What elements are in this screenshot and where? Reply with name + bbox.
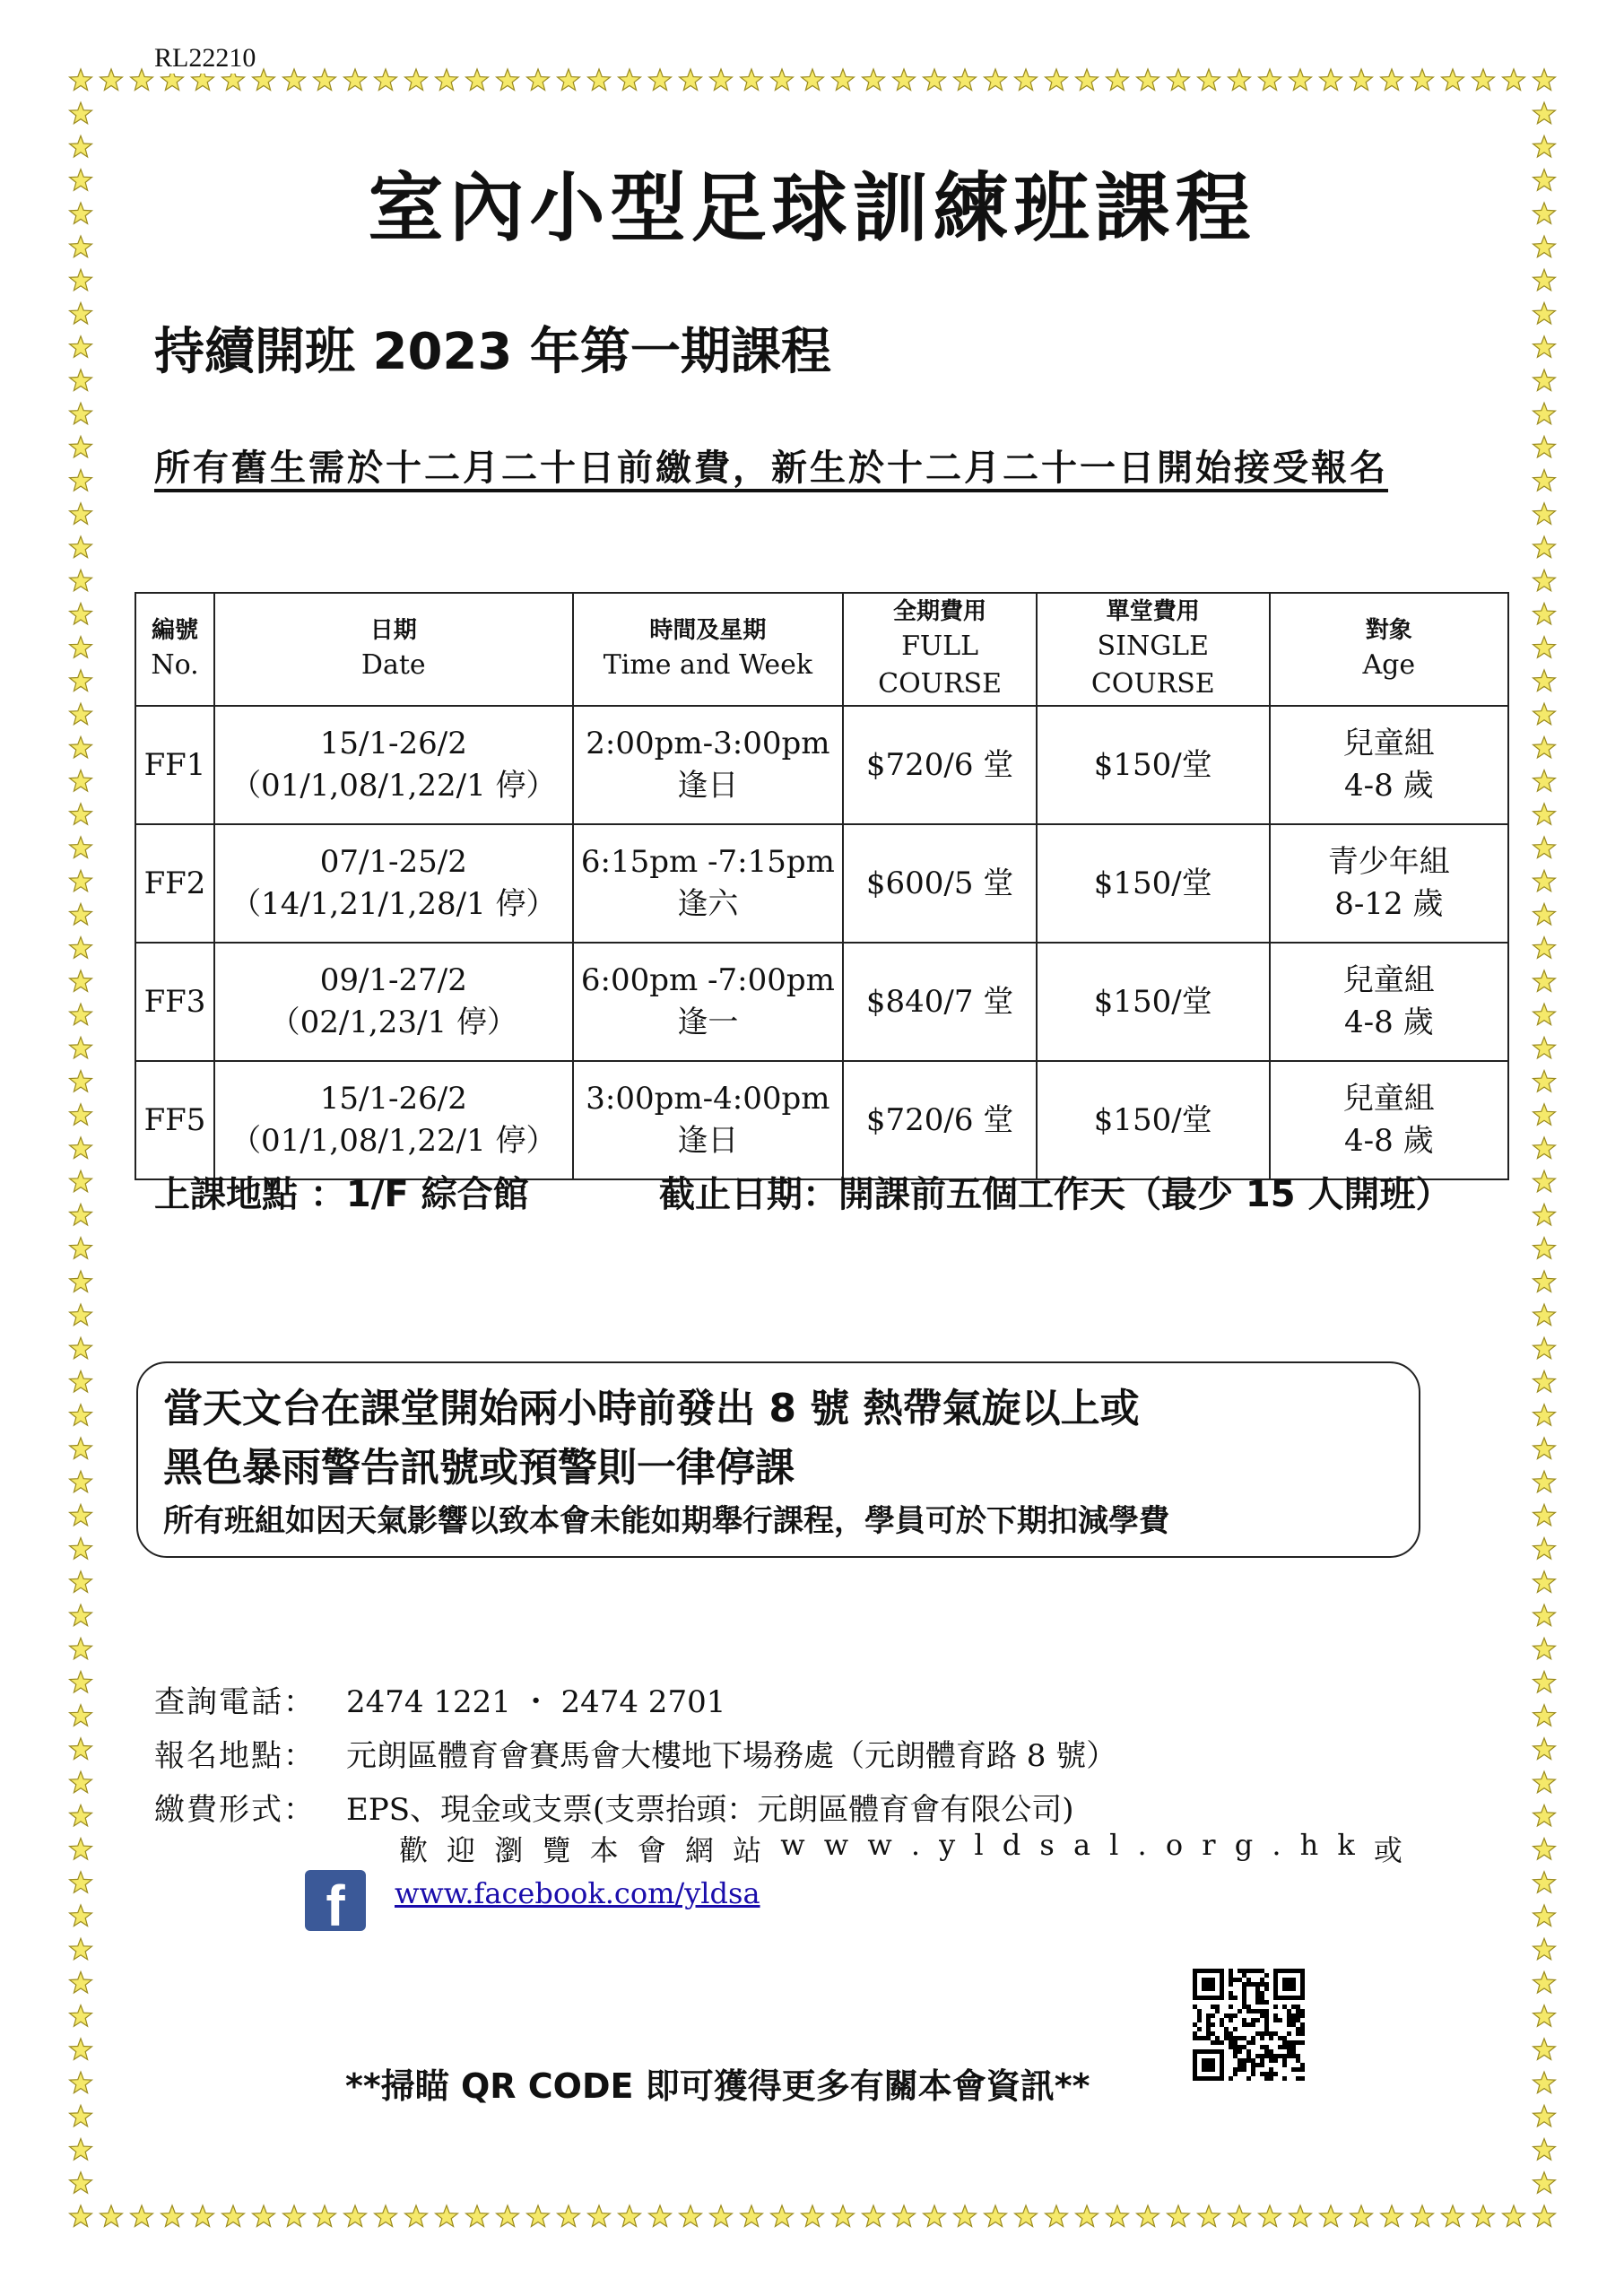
star-icon (70, 770, 92, 792)
cell-age: 青少年組 8-12 歲 (1270, 824, 1508, 943)
table-row (135, 824, 1508, 943)
cell-full-fee: $720/6 堂 (843, 1061, 1037, 1179)
star-icon (1533, 370, 1556, 391)
star-icon (1350, 2205, 1373, 2227)
star-icon (70, 2205, 92, 2227)
star-icon (222, 2205, 245, 2227)
star-icon (1168, 69, 1190, 91)
star-icon (161, 2205, 184, 2227)
star-icon (954, 69, 977, 91)
star-icon (1533, 303, 1556, 325)
star-icon (466, 2205, 489, 2227)
header-age: 對象 Age (1270, 593, 1508, 706)
star-icon (70, 1938, 92, 1960)
welcome-char: d (1002, 1828, 1027, 1862)
cell-full-fee: $720/6 堂 (843, 706, 1037, 824)
star-icon (1381, 69, 1403, 91)
star-icon (1381, 2205, 1403, 2227)
venue-label: 報名地點： (154, 1738, 316, 1774)
star-icon (497, 2205, 519, 2227)
cell-date: 15/1-26/2 （01/1,08/1,22/1 停） (214, 1061, 573, 1179)
star-icon (1533, 703, 1556, 725)
star-icon (954, 2205, 977, 2227)
star-icon (70, 1371, 92, 1393)
table-row (135, 943, 1508, 1061)
cell-no: FF2 (135, 824, 214, 943)
star-icon (680, 69, 702, 91)
star-icon (70, 2105, 92, 2126)
star-icon (70, 102, 92, 124)
star-icon (436, 2205, 458, 2227)
registration-deadline: 截止日期：開課前五個工作天（最少 15 人開班） (659, 1174, 1452, 1215)
star-icon (70, 1571, 92, 1593)
cell-age: 兒童組 4-8 歲 (1270, 943, 1508, 1061)
star-icon (314, 2205, 336, 2227)
star-icon (70, 1738, 92, 1760)
info-phone (154, 1677, 725, 1721)
welcome-char: 站 (733, 1833, 768, 1867)
star-icon (741, 69, 763, 91)
star-icon (1533, 1938, 1556, 1960)
phone-value: 2474 1221 ・ 2474 2701 (346, 1684, 726, 1720)
star-icon (1472, 69, 1495, 91)
qr-caption: **掃瞄 QR CODE 即可獲得更多有關本會資訊** (345, 2066, 1090, 2106)
star-icon (1533, 1371, 1556, 1393)
weather-warning-box (136, 1361, 1420, 1558)
star-icon (131, 69, 153, 91)
star-icon (1533, 736, 1556, 758)
star-icon (1533, 269, 1556, 291)
cell-date: 09/1-27/2 （02/1,23/1 停） (214, 943, 573, 1061)
table-row (135, 706, 1508, 824)
payment-value: EPS、現金或支票(支票抬頭：元朗區體育會有限公司) (346, 1792, 1074, 1828)
star-icon (314, 69, 336, 91)
star-icon (680, 2205, 702, 2227)
star-icon (832, 2205, 855, 2227)
star-icon (1259, 2205, 1281, 2227)
star-icon (70, 1238, 92, 1259)
star-icon (649, 2205, 672, 2227)
welcome-char: w (867, 1828, 898, 1862)
star-icon (100, 69, 123, 91)
cell-age: 兒童組 4-8 歲 (1270, 706, 1508, 824)
star-icon (1533, 637, 1556, 658)
registration-notice: 所有舊生需於十二月二十日前繳費，新生於十二月二十一日開始接受報名 (154, 448, 1388, 489)
venue-value: 元朗區體育會賽馬會大樓地下場務處（元朗體育路 8 號） (346, 1738, 1117, 1774)
star-icon (1320, 69, 1342, 91)
star-icon (1533, 1137, 1556, 1159)
star-icon (1320, 2205, 1342, 2227)
star-icon (1533, 604, 1556, 625)
star-icon (1533, 1204, 1556, 1225)
star-icon (1533, 1972, 1556, 1994)
star-icon (1533, 670, 1556, 691)
welcome-char: 會 (637, 1833, 672, 1867)
star-icon (1533, 1705, 1556, 1726)
star-icon (710, 2205, 733, 2227)
welcome-char: 或 (1373, 1833, 1408, 1867)
star-icon (70, 536, 92, 558)
star-icon (863, 69, 885, 91)
payment-label: 繳費形式： (154, 1792, 316, 1828)
star-icon (527, 69, 550, 91)
star-icon (1198, 69, 1220, 91)
star-icon (1442, 69, 1464, 91)
star-icon (344, 69, 367, 91)
welcome-char: . (1137, 1828, 1152, 1862)
star-icon (1533, 770, 1556, 792)
page-title: 室內小型足球訓練班課程 (368, 164, 1256, 252)
star-icon (1259, 69, 1281, 91)
page-subtitle: 持續開班 2023 年第一期課程 (154, 323, 831, 381)
star-icon (1533, 2039, 1556, 2060)
star-icon (70, 1471, 92, 1492)
cell-full-fee: $600/5 堂 (843, 824, 1037, 943)
star-icon (70, 1605, 92, 1626)
star-icon (1533, 2072, 1556, 2093)
star-icon (1533, 804, 1556, 825)
star-icon (1350, 69, 1373, 91)
star-icon (1168, 2205, 1190, 2227)
cell-time: 3:00pm-4:00pm 逢日 (573, 1061, 844, 1179)
star-icon (1229, 2205, 1251, 2227)
star-icon (1503, 69, 1525, 91)
star-icon (649, 69, 672, 91)
cell-no: FF1 (135, 706, 214, 824)
star-icon (70, 937, 92, 959)
star-icon (1533, 2105, 1556, 2126)
star-icon (70, 2139, 92, 2161)
star-icon (1533, 503, 1556, 525)
star-icon (1533, 336, 1556, 358)
cell-single-fee: $150/堂 (1037, 706, 1270, 824)
star-icon (771, 2205, 794, 2227)
star-icon (497, 69, 519, 91)
star-icon (588, 69, 611, 91)
star-icon (70, 804, 92, 825)
star-icon (1533, 1037, 1556, 1058)
star-icon (100, 2205, 123, 2227)
welcome-char: l (1109, 1828, 1125, 1862)
star-icon (1411, 69, 1434, 91)
star-icon (1015, 2205, 1038, 2227)
star-icon (283, 69, 306, 91)
star-icon (985, 2205, 1007, 2227)
star-icon (558, 2205, 580, 2227)
star-icon (1533, 1170, 1556, 1192)
star-icon (70, 1839, 92, 1860)
star-icon (70, 570, 92, 591)
star-icon (70, 1004, 92, 1025)
star-icon (1046, 69, 1068, 91)
cell-full-fee: $840/7 堂 (843, 943, 1037, 1061)
star-icon (70, 703, 92, 725)
star-icon (1533, 1271, 1556, 1292)
header-no: 編號 No. (135, 593, 214, 706)
star-icon (1015, 69, 1038, 91)
star-icon (1533, 470, 1556, 491)
star-icon (1290, 69, 1312, 91)
star-icon (1411, 2205, 1434, 2227)
star-icon (558, 69, 580, 91)
welcome-char: h (1299, 1828, 1324, 1862)
star-icon (1533, 102, 1556, 124)
welcome-char: a (1073, 1828, 1097, 1862)
star-icon (70, 1771, 92, 1793)
star-icon (70, 1972, 92, 1994)
star-icon (1533, 937, 1556, 959)
cell-no: FF3 (135, 943, 214, 1061)
star-icon (1076, 69, 1099, 91)
star-icon (70, 1071, 92, 1092)
star-icon (70, 1805, 92, 1826)
class-location: 上課地點 ：1/F 綜合館 (154, 1174, 529, 1215)
star-icon (70, 837, 92, 858)
cell-single-fee: $150/堂 (1037, 943, 1270, 1061)
welcome-char: o (1165, 1828, 1189, 1862)
star-icon (619, 69, 641, 91)
star-icon (70, 2039, 92, 2060)
star-icon (1503, 2205, 1525, 2227)
star-icon (70, 303, 92, 325)
cell-time: 6:15pm -7:15pm 逢六 (573, 824, 844, 943)
star-icon (70, 1137, 92, 1159)
star-icon (70, 2005, 92, 2027)
cell-single-fee: $150/堂 (1037, 824, 1270, 943)
star-icon (1107, 2205, 1129, 2227)
star-icon (70, 1304, 92, 1326)
cell-date: 15/1-26/2 （01/1,08/1,22/1 停） (214, 706, 573, 824)
star-icon (405, 69, 428, 91)
star-icon (1533, 904, 1556, 926)
star-icon (70, 870, 92, 891)
star-icon (588, 2205, 611, 2227)
star-icon (619, 2205, 641, 2227)
star-icon (344, 2205, 367, 2227)
star-icon (70, 1170, 92, 1192)
cell-date: 07/1-25/2 （14/1,21/1,28/1 停） (214, 824, 573, 943)
warning-line-3: 所有班組如因天氣影響以致本會未能如期舉行課程，學員可於下期扣減學費 (163, 1503, 1169, 1539)
info-payment (154, 1785, 1074, 1829)
welcome-char: 瀏 (494, 1833, 529, 1867)
star-icon (70, 2172, 92, 2194)
header-date: 日期 Date (214, 593, 573, 706)
welcome-char: y (939, 1828, 961, 1862)
star-icon (1533, 837, 1556, 858)
qr-code-icon (1193, 1969, 1305, 2081)
star-icon (1533, 1337, 1556, 1359)
table-row (135, 1061, 1508, 1179)
star-icon (70, 2072, 92, 2093)
phone-label: 查詢電話： (154, 1684, 316, 1720)
star-icon (70, 503, 92, 525)
star-icon (283, 2205, 306, 2227)
star-icon (70, 1705, 92, 1726)
star-icon (1533, 2205, 1556, 2227)
star-icon (70, 269, 92, 291)
cell-age: 兒童組 4-8 歲 (1270, 1061, 1508, 1179)
star-icon (70, 1204, 92, 1225)
star-icon (405, 2205, 428, 2227)
star-icon (1533, 1872, 1556, 1893)
star-icon (70, 1672, 92, 1693)
star-icon (1533, 536, 1556, 558)
star-icon (893, 69, 916, 91)
star-icon (70, 1337, 92, 1359)
star-icon (527, 2205, 550, 2227)
star-icon (1198, 2205, 1220, 2227)
star-icon (1533, 403, 1556, 424)
star-icon (70, 336, 92, 358)
star-icon (1533, 1771, 1556, 1793)
star-icon (70, 69, 92, 91)
star-icon (741, 2205, 763, 2227)
star-icon (131, 2205, 153, 2227)
star-icon (70, 1872, 92, 1893)
table-header-row (135, 593, 1508, 706)
star-icon (1533, 1605, 1556, 1626)
star-icon (1533, 570, 1556, 591)
star-icon (70, 1504, 92, 1526)
star-icon (70, 904, 92, 926)
star-icon (1137, 2205, 1159, 2227)
welcome-char: l (974, 1828, 989, 1862)
cell-single-fee: $150/堂 (1037, 1061, 1270, 1179)
star-icon (1533, 2005, 1556, 2027)
star-icon (70, 1037, 92, 1058)
star-icon (70, 1638, 92, 1659)
star-icon (70, 1438, 92, 1459)
star-icon (832, 69, 855, 91)
welcome-char: 本 (589, 1833, 624, 1867)
star-icon (1533, 2172, 1556, 2194)
welcome-char: . (910, 1828, 926, 1862)
header-single-course: 單堂費用 SINGLE COURSE (1037, 593, 1270, 706)
star-icon (375, 2205, 397, 2227)
star-icon (1533, 1438, 1556, 1459)
star-icon (1229, 69, 1251, 91)
star-icon (70, 1405, 92, 1426)
star-icon (1533, 2139, 1556, 2161)
star-icon (1533, 970, 1556, 992)
cell-time: 2:00pm-3:00pm 逢日 (573, 706, 844, 824)
star-icon (70, 436, 92, 457)
star-icon (1107, 69, 1129, 91)
welcome-char: k (1337, 1828, 1360, 1862)
star-icon (1533, 870, 1556, 891)
star-icon (1533, 1538, 1556, 1560)
welcome-char: 迎 (447, 1833, 482, 1867)
star-icon (70, 1104, 92, 1126)
star-icon (924, 2205, 946, 2227)
star-icon (1533, 1104, 1556, 1126)
header-full-course: 全期費用 FULL COURSE (843, 593, 1037, 706)
schedule-table (135, 592, 1509, 1180)
star-icon (466, 69, 489, 91)
star-icon (70, 403, 92, 424)
star-icon (70, 637, 92, 658)
welcome-char: 網 (684, 1833, 719, 1867)
warning-line-1: 當天文台在課堂開始兩小時前發出 8 號 熱帶氣旋以上或 (163, 1386, 1140, 1431)
star-icon (70, 370, 92, 391)
welcome-char: s (1039, 1828, 1060, 1862)
cell-no: FF5 (135, 1061, 214, 1179)
star-icon (1533, 1405, 1556, 1426)
star-icon (1533, 1672, 1556, 1693)
star-icon (1442, 2205, 1464, 2227)
star-icon (70, 1905, 92, 1926)
star-icon (802, 69, 824, 91)
website-welcome (399, 1828, 1408, 1869)
star-icon (771, 69, 794, 91)
star-icon (1533, 1071, 1556, 1092)
info-venue (154, 1731, 1116, 1775)
star-icon (1137, 69, 1159, 91)
welcome-char: g (1234, 1828, 1259, 1862)
star-icon (1472, 2205, 1495, 2227)
star-icon (70, 970, 92, 992)
star-icon (1533, 1638, 1556, 1659)
cell-time: 6:00pm -7:00pm 逢一 (573, 943, 844, 1061)
star-icon (70, 604, 92, 625)
star-icon (1533, 1304, 1556, 1326)
star-icon (1533, 1905, 1556, 1926)
star-icon (375, 69, 397, 91)
star-icon (1533, 1238, 1556, 1259)
welcome-char: 覽 (542, 1833, 577, 1867)
reference-code: RL22210 (151, 43, 259, 74)
star-icon (863, 2205, 885, 2227)
star-icon (436, 69, 458, 91)
welcome-char: r (1202, 1828, 1221, 1862)
star-icon (1533, 1004, 1556, 1025)
star-icon (1046, 2205, 1068, 2227)
star-icon (70, 670, 92, 691)
star-icon (192, 2205, 214, 2227)
star-icon (1533, 1471, 1556, 1492)
star-icon (924, 69, 946, 91)
star-icon (70, 1538, 92, 1560)
star-icon (1533, 69, 1556, 91)
star-icon (70, 1271, 92, 1292)
star-icon (710, 69, 733, 91)
facebook-icon[interactable]: f (305, 1870, 366, 1931)
welcome-char: w (823, 1828, 855, 1862)
star-icon (70, 736, 92, 758)
star-icon (1290, 2205, 1312, 2227)
header-time: 時間及星期 Time and Week (573, 593, 844, 706)
welcome-char: w (780, 1828, 811, 1862)
warning-line-2: 黑色暴雨警告訊號或預警則一律停課 (163, 1445, 795, 1491)
star-icon (1533, 1571, 1556, 1593)
star-icon (1533, 1738, 1556, 1760)
star-icon (802, 2205, 824, 2227)
star-icon (1533, 1805, 1556, 1826)
star-icon (1533, 1839, 1556, 1860)
star-icon (253, 2205, 275, 2227)
star-icon (70, 470, 92, 491)
star-icon (1533, 436, 1556, 457)
facebook-link[interactable]: www.facebook.com/yldsa (395, 1876, 760, 1910)
star-icon (1076, 2205, 1099, 2227)
star-icon (1533, 1504, 1556, 1526)
star-icon (985, 69, 1007, 91)
welcome-char: 歡 (399, 1833, 434, 1867)
welcome-char: . (1272, 1828, 1287, 1862)
star-icon (893, 2205, 916, 2227)
